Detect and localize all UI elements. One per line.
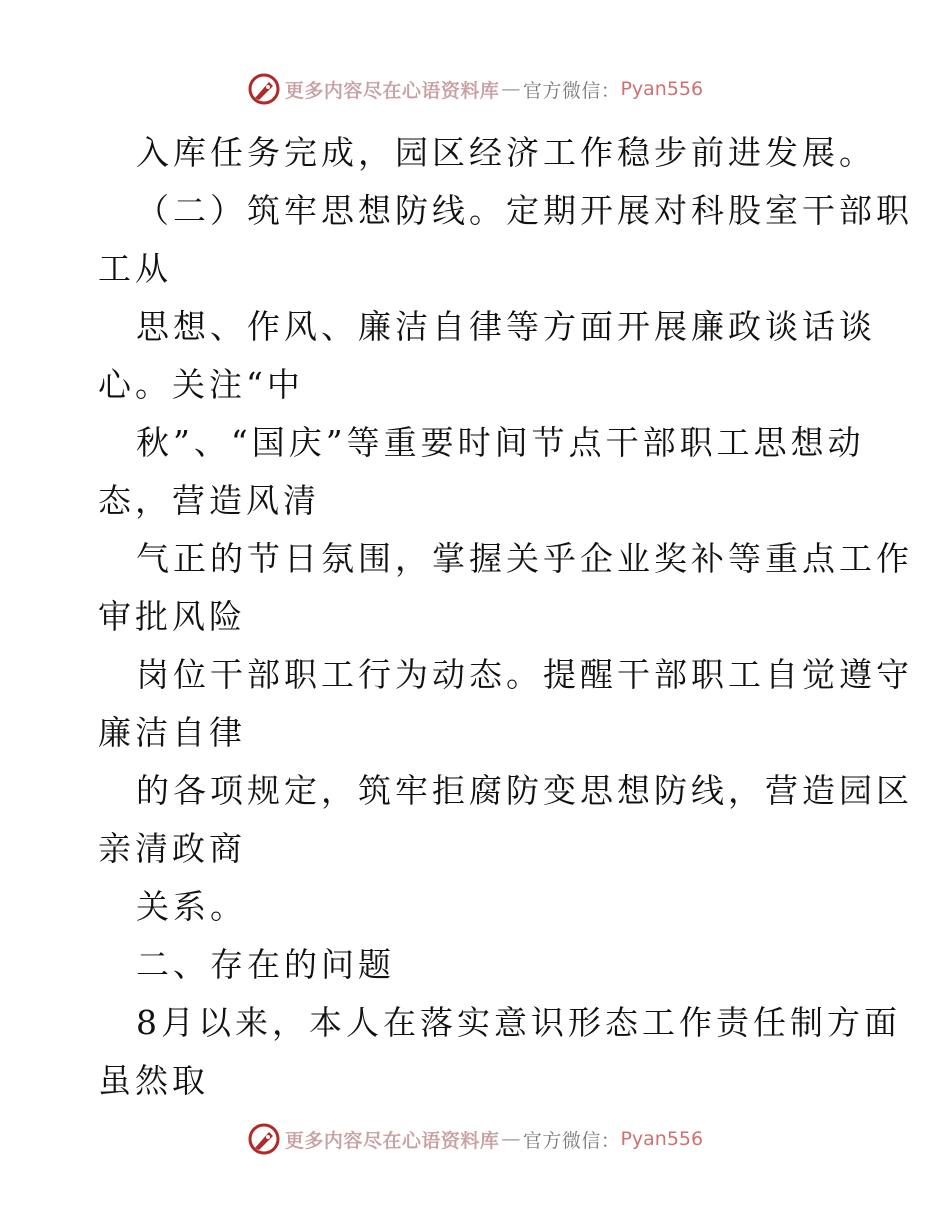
watermark-brand-text: 更多内容尽在心语资料库: [284, 79, 500, 102]
body-line: 的各项规定，筑牢拒腐防变思想防线，营造园区: [136, 771, 913, 810]
body-line: 廉洁自律: [98, 713, 246, 752]
body-line: （二）筑牢思想防线。定期开展对科股室干部职: [136, 191, 913, 230]
body-line: 8月以来，本人在落实意识形态工作责任制方面: [136, 1003, 901, 1042]
body-line: 虽然取: [98, 1061, 209, 1100]
pen-nib-circle-icon: [247, 1122, 281, 1156]
pen-nib-circle-icon: [247, 72, 281, 106]
body-line: 二、存在的问题: [136, 945, 395, 984]
watermark-id: Pyan556: [620, 78, 704, 100]
body-line: 工从: [98, 249, 172, 288]
body-line: 气正的节日氛围，掌握关乎企业奖补等重点工作: [136, 539, 913, 578]
footer-watermark: [0, 1122, 950, 1156]
watermark-dash: —: [501, 78, 521, 100]
watermark-label: 官方微信：: [522, 1129, 621, 1152]
body-line: 审批风险: [98, 597, 246, 636]
document-body: [98, 124, 913, 1110]
body-line: 心。关注“中: [98, 365, 304, 404]
body-line: 秋”、“国庆”等重要时间节点干部职工思想动: [136, 423, 865, 462]
body-line: 入库任务完成，园区经济工作稳步前进发展。: [136, 133, 876, 172]
watermark-label: 官方微信：: [522, 79, 621, 102]
watermark-id: Pyan556: [620, 1128, 704, 1150]
watermark-brand-text: 更多内容尽在心语资料库: [284, 1129, 500, 1152]
body-line: 态，营造风清: [98, 481, 320, 520]
body-line: 思想、作风、廉洁自律等方面开展廉政谈话谈: [136, 307, 876, 346]
body-line: 关系。: [136, 887, 247, 926]
body-line: 亲清政商: [98, 829, 246, 868]
watermark-dash: —: [501, 1128, 521, 1150]
body-line: 岗位干部职工行为动态。提醒干部职工自觉遵守: [136, 655, 913, 694]
header-watermark: [0, 72, 950, 106]
